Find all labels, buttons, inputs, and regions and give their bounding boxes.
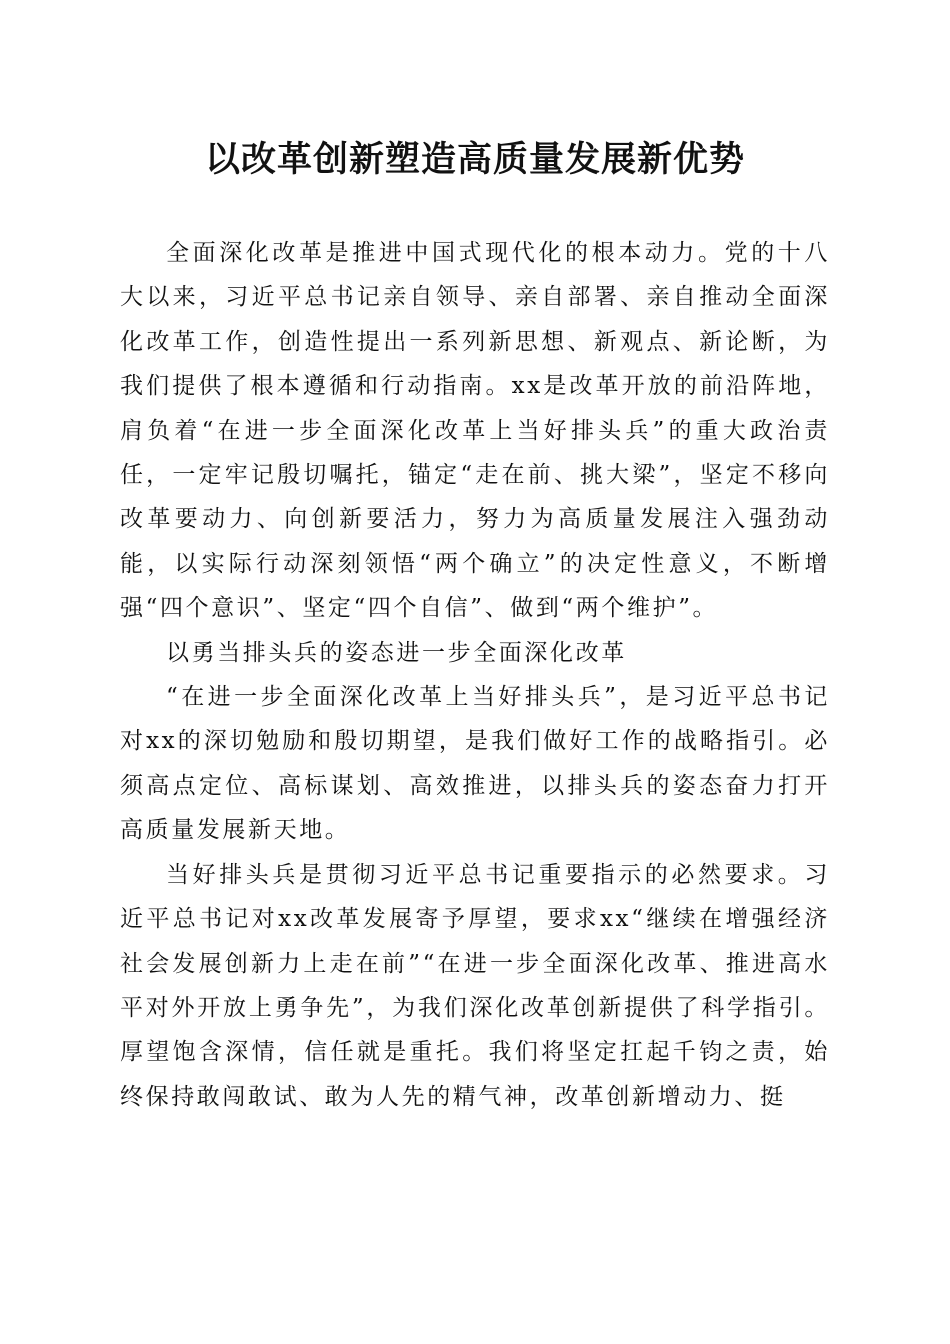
document-body	[120, 231, 830, 1119]
paragraph-section-intro: “在进一步全面深化改革上当好排头兵”，是习近平总书记对xx的深切勉励和殷切期望，是我们做好工作的战略指引。必须高点定位、高标谋划、高效推进，以排头兵的姿态奋力打开高质量发展新天地。	[120, 684, 830, 844]
section-heading: 以勇当排头兵的姿态进一步全面深化改革	[166, 639, 627, 666]
document-title: 以改革创新塑造高质量发展新优势	[204, 139, 745, 180]
paragraph-intro: 全面深化改革是推进中国式现代化的根本动力。党的十八大以来，习近平总书记亲自领导、亲自部署、亲自推动全面深化改革工作，创造性提出一系列新思想、新观点、新论断，为我们提供了根本遵循和行动指南。xx是改革开放的前沿阵地，肩负着“在进一步全面深化改革上当好排头兵”的重大政治责任，一定牢记殷切嘱托，锚定“走在前、挑大梁”，坚定不移向改革要动力、向创新要活力，努力为高质量发展注入强劲动能，以实际行动深刻领悟“两个确立”的决定性意义，不断增强“四个意识”、坚定“四个自信”、做到“两个维护”。	[120, 240, 830, 622]
paragraph-requirement: 当好排头兵是贯彻习近平总书记重要指示的必然要求。习近平总书记对xx改革发展寄予厚望，要求xx“继续在增强经济社会发展创新力上走在前”“在进一步全面深化改革、推进高水平对外开放上勇争先”，为我们深化改革创新提供了科学指引。厚望饱含深情，信任就是重托。我们将坚定扛起千钧之责，始终保持敢闯敢试、敢为人先的精气神，改革创新增动力、挺	[120, 861, 830, 1110]
